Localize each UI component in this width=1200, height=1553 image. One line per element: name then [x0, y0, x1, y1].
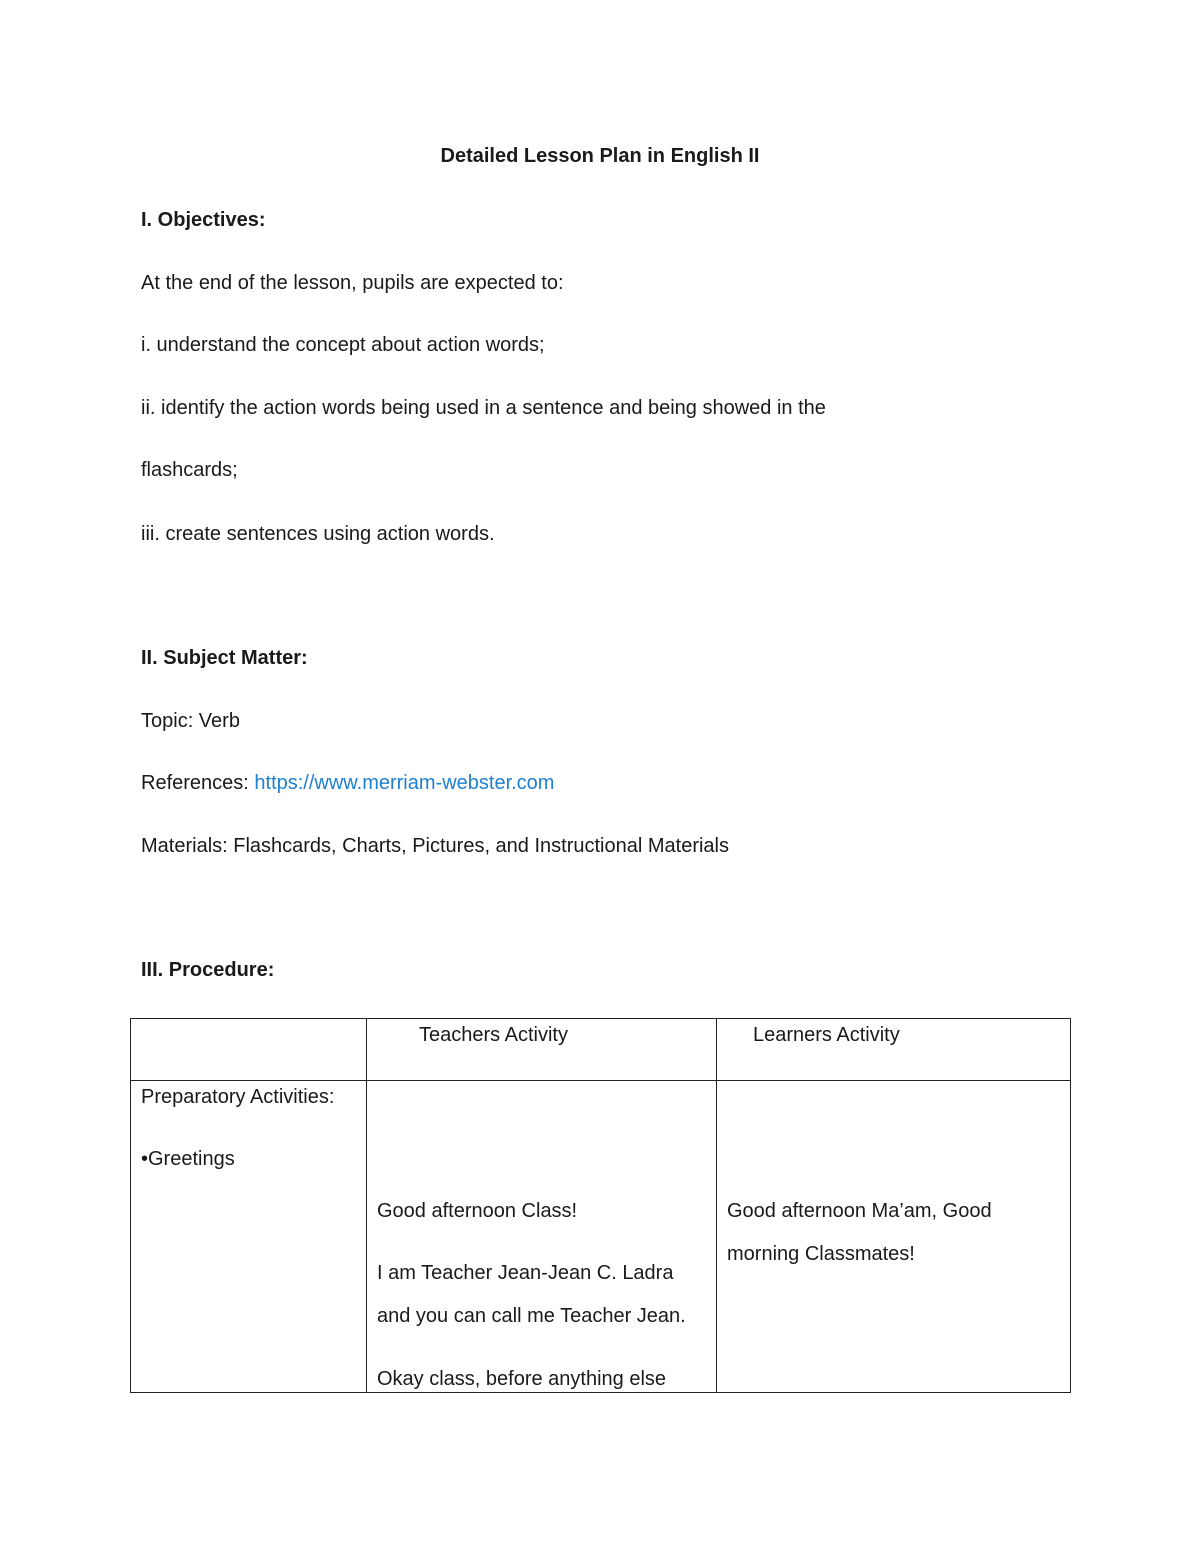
procedure-heading: III. Procedure:: [141, 959, 275, 981]
table-header-learners-activity: [717, 1019, 1071, 1081]
materials-line: Materials: Flashcards, Charts, Pictures, and Instructional Materials: [141, 835, 729, 857]
references-label: References:: [141, 772, 255, 794]
teacher-line-1: Good afternoon Class!: [377, 1200, 578, 1222]
objective-item-2: ii. identify the action words being used in a sentence and being showed in the: [141, 397, 826, 419]
teacher-line-4: Okay class, before anything else: [377, 1368, 667, 1390]
objectives-heading: I. Objectives:: [141, 209, 266, 231]
preparatory-activities-label: Preparatory Activities:: [141, 1086, 335, 1108]
greetings-bullet: •Greetings: [141, 1148, 235, 1170]
learner-line-2: morning Classmates!: [727, 1243, 915, 1265]
subject-matter-heading: II. Subject Matter:: [141, 647, 308, 669]
objectives-intro: At the end of the lesson, pupils are expected to:: [141, 272, 564, 294]
teacher-activity-cell: [367, 1081, 717, 1393]
learner-line-1: Good afternoon Ma’am, Good: [727, 1200, 992, 1222]
teachers-activity-label: Teachers Activity: [419, 1024, 568, 1046]
references-line: [141, 770, 554, 796]
topic-line: Topic: Verb: [141, 710, 240, 732]
table-header-teachers-activity: [367, 1019, 717, 1081]
objective-item-3: iii. create sentences using action words.: [141, 523, 495, 545]
procedure-table: [130, 1018, 1071, 1393]
objective-item-1: i. understand the concept about action words;: [141, 334, 545, 356]
document-title: Detailed Lesson Plan in English II: [440, 145, 760, 167]
preparatory-activities-cell: [131, 1081, 367, 1393]
learner-activity-cell: [717, 1081, 1071, 1393]
learners-activity-label: Learners Activity: [753, 1024, 900, 1046]
teacher-line-2: I am Teacher Jean-Jean C. Ladra: [377, 1262, 674, 1284]
references-link[interactable]: https://www.merriam-webster.com: [254, 772, 555, 794]
table-row: [131, 1081, 1071, 1393]
objective-item-2-continued: flashcards;: [141, 459, 238, 481]
table-header-row: [131, 1019, 1071, 1081]
table-header-cell-empty: [131, 1019, 367, 1081]
teacher-line-3: and you can call me Teacher Jean.: [377, 1305, 686, 1327]
